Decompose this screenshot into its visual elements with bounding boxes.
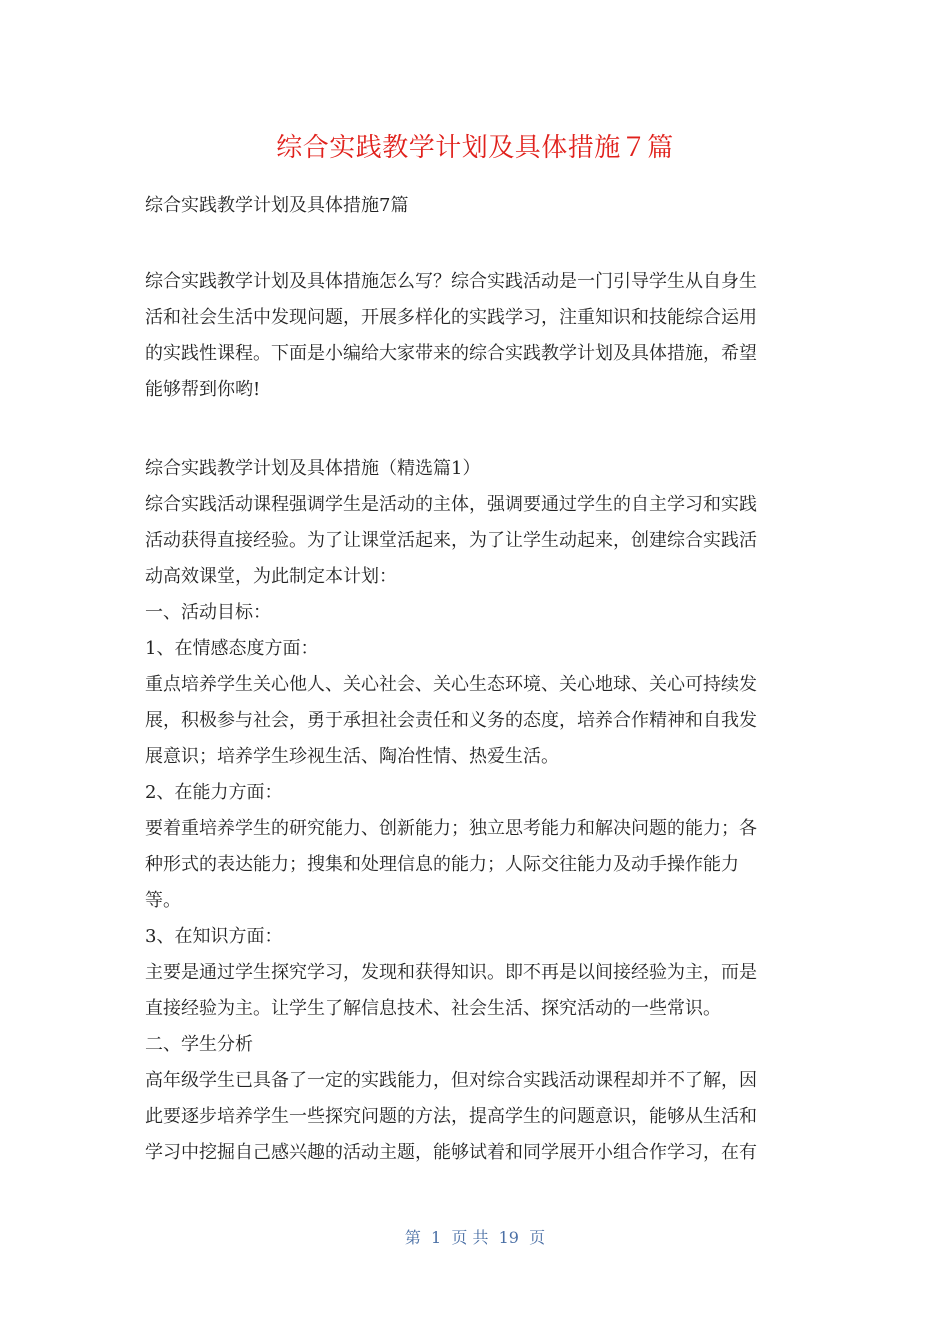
- body-content: [145, 451, 805, 1171]
- text-line: 动高效课堂，为此制定本计划：: [145, 566, 397, 587]
- section-heading: 一、活动目标：: [145, 602, 271, 623]
- text-line: 主要是通过学生探究学习，发现和获得知识。即不再是以间接经验为主，而是: [145, 962, 757, 983]
- text-line: 展意识；培养学生珍视生活、陶冶性情、热爱生活。: [145, 746, 559, 767]
- text-line: 综合实践教学计划及具体措施怎么写？综合实践活动是一门引导学生从自身生: [145, 271, 757, 292]
- text-line: 展，积极参与社会，勇于承担社会责任和义务的态度，培养合作精神和自我发: [145, 710, 757, 731]
- text-line: 要着重培养学生的研究能力、创新能力；独立思考能力和解决问题的能力；各: [145, 818, 757, 839]
- text-line: 学习中挖掘自己感兴趣的活动主题，能够试着和同学展开小组合作学习，在有: [145, 1142, 757, 1163]
- subsection-heading: 2、在能力方面：: [145, 782, 283, 803]
- document-subtitle: 综合实践教学计划及具体措施7篇: [145, 195, 409, 216]
- page-number-footer: 第 1 页 共 19 页: [404, 1228, 546, 1247]
- text-line: 高年级学生已具备了一定的实践能力，但对综合实践活动课程却并不了解，因: [145, 1070, 757, 1091]
- page-title: 综合实践教学计划及具体措施７篇: [276, 133, 674, 163]
- text-line: 种形式的表达能力；搜集和处理信息的能力；人际交往能力及动手操作能力: [145, 854, 739, 875]
- text-line: 活和社会生活中发现问题，开展多样化的实践学习，注重知识和技能综合运用: [145, 307, 757, 328]
- text-line: 活动获得直接经验。为了让课堂活起来，为了让学生动起来，创建综合实践活: [145, 530, 757, 551]
- subsection-heading: 1、在情感态度方面：: [145, 638, 319, 659]
- text-line: 此要逐步培养学生一些探究问题的方法，提高学生的问题意识，能够从生活和: [145, 1106, 757, 1127]
- text-line: 能够帮到你哟!: [145, 379, 261, 400]
- text-line: 等。: [145, 890, 181, 911]
- text-line: 综合实践活动课程强调学生是活动的主体，强调要通过学生的自主学习和实践: [145, 494, 757, 515]
- section-heading: 综合实践教学计划及具体措施（精选篇1）: [145, 458, 481, 479]
- subsection-heading: 3、在知识方面：: [145, 926, 283, 947]
- text-line: 的实践性课程。下面是小编给大家带来的综合实践教学计划及具体措施，希望: [145, 343, 757, 364]
- text-line: 重点培养学生关心他人、关心社会、关心生态环境、关心地球、关心可持续发: [145, 674, 757, 695]
- section-heading: 二、学生分析: [145, 1034, 253, 1055]
- intro-paragraph: [145, 264, 805, 408]
- text-line: 直接经验为主。让学生了解信息技术、社会生活、探究活动的一些常识。: [145, 998, 721, 1019]
